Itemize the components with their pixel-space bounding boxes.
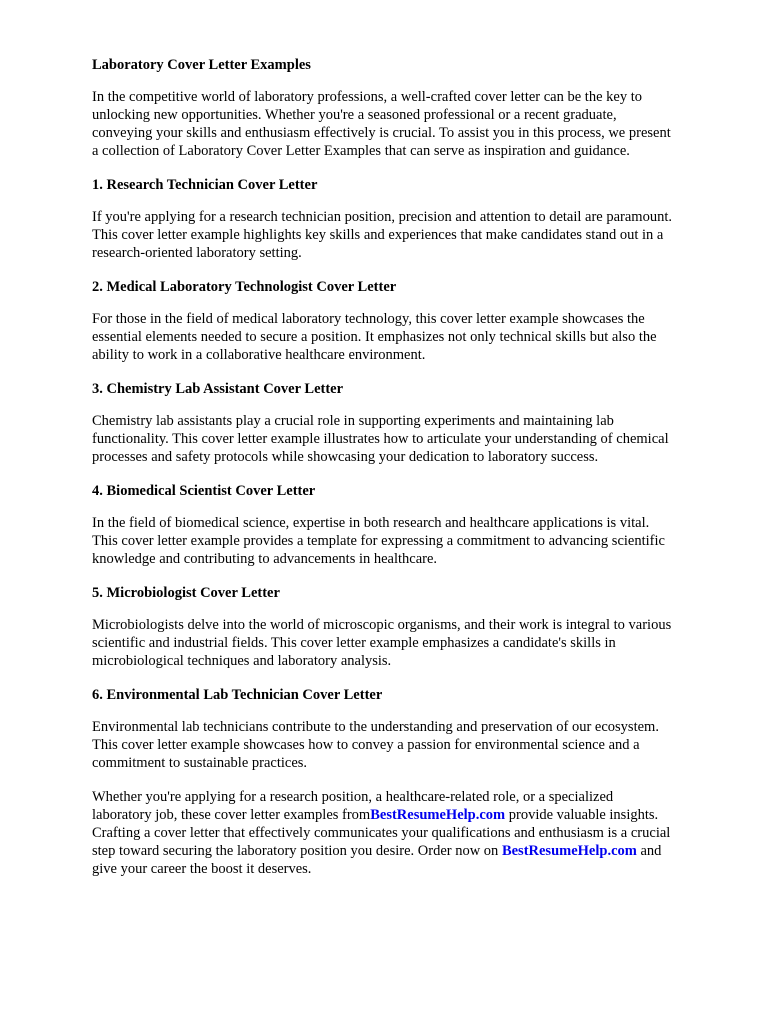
document-title: Laboratory Cover Letter Examples bbox=[92, 57, 311, 73]
section-body: Microbiologists delve into the world of microscopic organisms, and their work is integral to various scientific and industrial fields. This cover letter example emphasizes a candidate's skills in microbiological techniques and laboratory analysis. bbox=[92, 617, 672, 669]
section-medical-laboratory-technologist bbox=[92, 278, 676, 364]
section-body: Environmental lab technicians contribute to the understanding and preservation of our ecosystem. This cover letter example showcases how to convey a passion for environmental science and a commitment to sustainable practices. bbox=[92, 719, 659, 771]
section-microbiologist bbox=[92, 584, 676, 670]
closing-text: Whether you're applying for a research position, a healthcare-related role, or a specialized laboratory job, these cover letter examples from bbox=[92, 789, 614, 823]
section-body: If you're applying for a research technician position, precision and attention to detail are paramount. This cover letter example highlights key skills and experiences that make candidates stand out in a research-oriented laboratory setting. bbox=[92, 209, 672, 261]
closing-text: provide valuable insights. Crafting a cover letter that effectively communicates your qualifications and enthusiasm is a crucial step toward securing the laboratory position you desire. Order now on bbox=[92, 807, 671, 859]
section-environmental-lab-technician bbox=[92, 686, 676, 772]
section-heading: 6. Environmental Lab Technician Cover Letter bbox=[92, 687, 383, 703]
section-chemistry-lab-assistant bbox=[92, 380, 676, 466]
bestresumehelp-link[interactable]: BestResumeHelp.com bbox=[370, 807, 506, 823]
section-heading: 5. Microbiologist Cover Letter bbox=[92, 585, 280, 601]
bestresumehelp-link[interactable]: BestResumeHelp.com bbox=[501, 843, 637, 859]
section-research-technician bbox=[92, 176, 676, 262]
closing-text: and give your career the boost it deserves. bbox=[92, 843, 662, 877]
section-heading: 3. Chemistry Lab Assistant Cover Letter bbox=[92, 381, 344, 397]
section-body: For those in the field of medical laboratory technology, this cover letter example showcases the essential elements needed to secure a position. It emphasizes not only technical skills but also the ability to work in a collaborative healthcare environment. bbox=[92, 311, 657, 363]
closing-paragraph bbox=[92, 788, 676, 878]
intro-paragraph: In the competitive world of laboratory professions, a well-crafted cover letter can be the key to unlocking new opportunities. Whether you're a seasoned professional or a recent graduate, conveying your skills and enthusiasm effectively is crucial. To assist you in this process, we present a collection of Laboratory Cover Letter Examples that can serve as inspiration and guidance. bbox=[92, 89, 671, 159]
section-body: In the field of biomedical science, expertise in both research and healthcare applications is vital. This cover letter example provides a template for expressing a commitment to advancing scientific knowledge and contributing to advancements in healthcare. bbox=[92, 515, 665, 567]
section-heading: 1. Research Technician Cover Letter bbox=[92, 177, 318, 193]
section-biomedical-scientist bbox=[92, 482, 676, 568]
section-heading: 2. Medical Laboratory Technologist Cover Letter bbox=[92, 279, 397, 295]
section-body: Chemistry lab assistants play a crucial role in supporting experiments and maintaining lab functionality. This cover letter example illustrates how to articulate your understanding of chemical processes and safety protocols while showcasing your dedication to laboratory success. bbox=[92, 413, 669, 465]
section-heading: 4. Biomedical Scientist Cover Letter bbox=[92, 483, 316, 499]
